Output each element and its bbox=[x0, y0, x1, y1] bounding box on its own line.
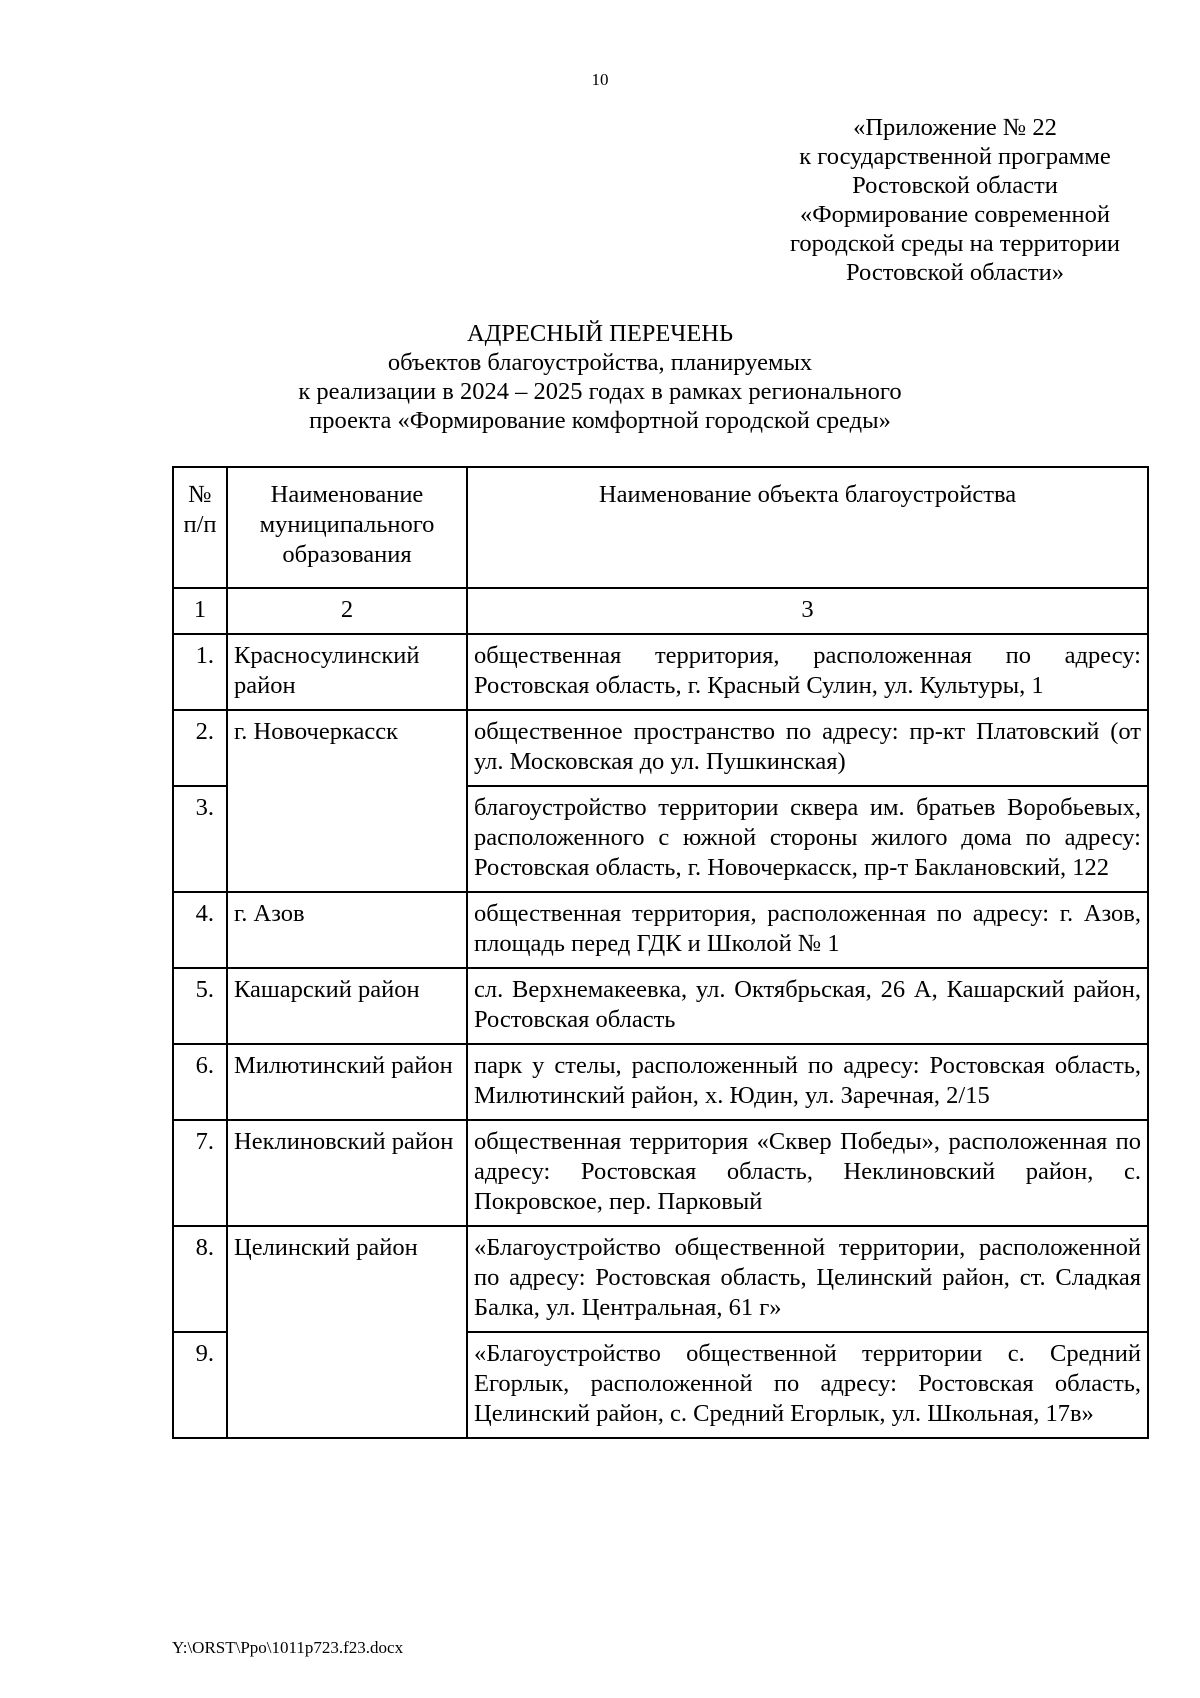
index-cell: 1 bbox=[173, 588, 227, 634]
row-number: 9. bbox=[173, 1332, 227, 1438]
row-municipality: Милютинский район bbox=[227, 1044, 467, 1120]
document-title bbox=[0, 319, 1200, 435]
appendix-line: городской среды на территории bbox=[789, 230, 1121, 257]
table-row bbox=[173, 1044, 1148, 1120]
row-number: 2. bbox=[173, 710, 227, 786]
address-register-table bbox=[172, 466, 1149, 1439]
row-number: 6. bbox=[173, 1044, 227, 1120]
row-object: общественная территория, расположенная по адресу: г. Азов, площадь перед ГДК и Школой № 1 bbox=[467, 892, 1148, 968]
row-object: общественная территория «Сквер Победы», расположенная по адресу: Ростовская область, Неклиновский район, с. Покровское, пер. Парковый bbox=[467, 1120, 1148, 1226]
table-header-row bbox=[173, 467, 1148, 588]
appendix-line: к государственной программе bbox=[799, 143, 1111, 170]
title-subline: проекта «Формирование комфортной городской среды» bbox=[309, 407, 891, 434]
appendix-line: «Формирование современной bbox=[800, 201, 1110, 228]
row-object: общественное пространство по адресу: пр-кт Платовский (от ул. Московская до ул. Пушкинская) bbox=[467, 710, 1148, 786]
appendix-line: Ростовской области bbox=[852, 172, 1058, 199]
row-number: 7. bbox=[173, 1120, 227, 1226]
row-municipality: Целинский район bbox=[227, 1226, 467, 1438]
row-object: «Благоустройство общественной территории, расположенной по адресу: Ростовская область, Целинский район, ст. Сладкая Балка, ул. Центральная, 61 г» bbox=[467, 1226, 1148, 1332]
page-number: 10 bbox=[591, 70, 609, 89]
row-municipality: Неклиновский район bbox=[227, 1120, 467, 1226]
title-heading: АДРЕСНЫЙ ПЕРЕЧЕНЬ bbox=[466, 320, 734, 347]
table-row bbox=[173, 634, 1148, 710]
index-cell: 3 bbox=[467, 588, 1148, 634]
table-row bbox=[173, 1226, 1148, 1332]
row-municipality: Красносулинский район bbox=[227, 634, 467, 710]
header-cell-object: Наименование объекта благоустройства bbox=[467, 467, 1148, 588]
row-municipality: г. Азов bbox=[227, 892, 467, 968]
appendix-reference bbox=[745, 113, 1165, 287]
appendix-line: Ростовской области» bbox=[846, 259, 1064, 286]
file-path-footer: Y:\ORST\Ppo\1011p723.f23.docx bbox=[172, 1638, 404, 1657]
row-object: благоустройство территории сквера им. братьев Воробьевых, расположенного с южной стороны жилого дома по адресу: Ростовская область, г. Новочеркасск, пр-т Баклановский, 122 bbox=[467, 786, 1148, 892]
row-object: парк у стелы, расположенный по адресу: Ростовская область, Милютинский район, х. Юдин, ул. Заречная, 2/15 bbox=[467, 1044, 1148, 1120]
row-object: сл. Верхнемакеевка, ул. Октябрьская, 26 А, Кашарский район, Ростовская область bbox=[467, 968, 1148, 1044]
row-municipality: Кашарский район bbox=[227, 968, 467, 1044]
title-subline: объектов благоустройства, планируемых bbox=[387, 349, 813, 376]
appendix-line: «Приложение № 22 bbox=[853, 114, 1057, 141]
row-municipality: г. Новочеркасск bbox=[227, 710, 467, 892]
table-row bbox=[173, 892, 1148, 968]
table-row bbox=[173, 710, 1148, 786]
title-subline: к реализации в 2024 – 2025 годах в рамках регионального bbox=[298, 378, 902, 405]
table-index-row bbox=[173, 588, 1148, 634]
row-object: «Благоустройство общественной территории с. Средний Егорлык, расположенной по адресу: Ростовская область, Целинский район, с. Средний Егорлык, ул. Школьная, 17в» bbox=[467, 1332, 1148, 1438]
header-cell-number: № п/п bbox=[173, 467, 227, 588]
row-number: 3. bbox=[173, 786, 227, 892]
table-row bbox=[173, 1120, 1148, 1226]
row-number: 5. bbox=[173, 968, 227, 1044]
row-number: 8. bbox=[173, 1226, 227, 1332]
table-row bbox=[173, 968, 1148, 1044]
row-number: 1. bbox=[173, 634, 227, 710]
row-object: общественная территория, расположенная по адресу: Ростовская область, г. Красный Сулин, ул. Культуры, 1 bbox=[467, 634, 1148, 710]
row-number: 4. bbox=[173, 892, 227, 968]
header-cell-municipality: Наименование муниципального образования bbox=[227, 467, 467, 588]
index-cell: 2 bbox=[227, 588, 467, 634]
